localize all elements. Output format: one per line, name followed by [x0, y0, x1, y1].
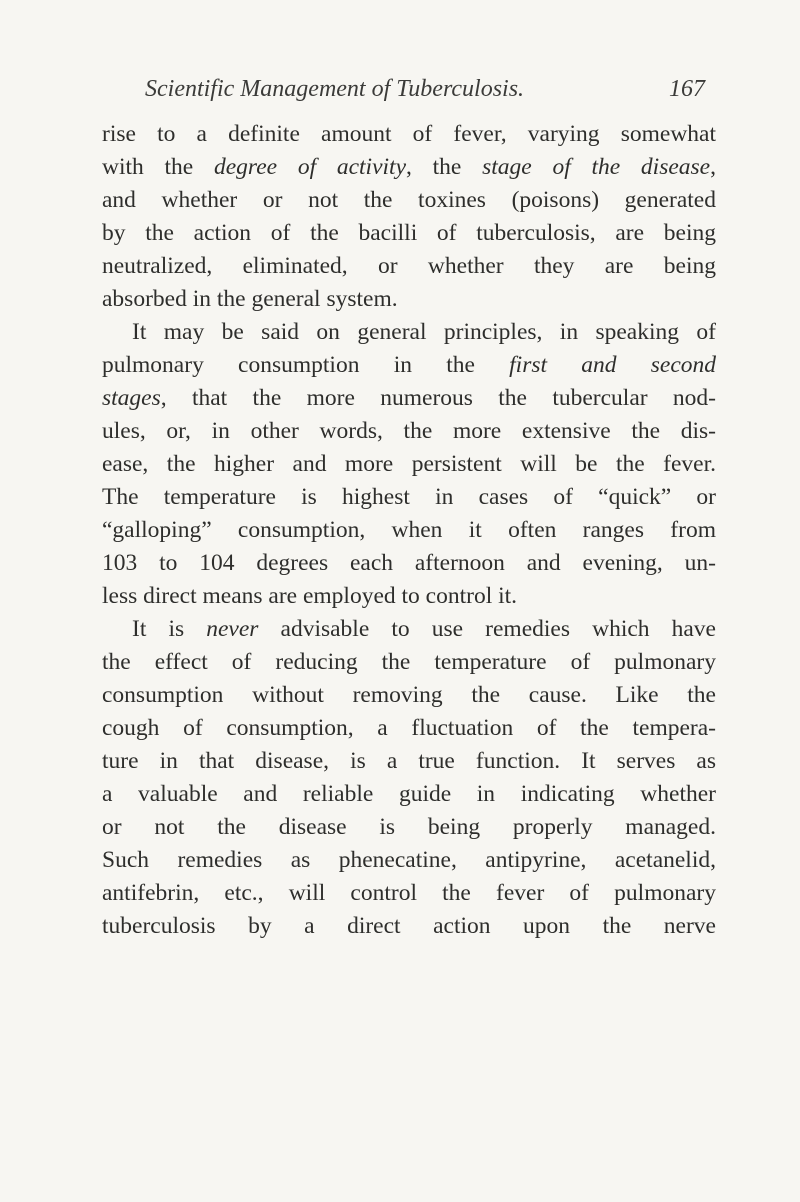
- text-line: The temperature is highest in cases of “quick” or: [102, 484, 716, 510]
- text-run: ,: [710, 154, 716, 180]
- text-line: “galloping” consumption, when it often ranges from: [102, 517, 716, 543]
- body-text: [102, 118, 716, 943]
- text-line: [102, 382, 716, 415]
- text-line: absorbed in the general system.: [102, 286, 398, 312]
- text-line: [102, 151, 716, 184]
- running-head: [145, 76, 705, 116]
- text-line: the effect of reducing the temperature of pulmonary: [102, 649, 716, 675]
- text-line: cough of consumption, a fluctuation of the tempera-: [102, 715, 716, 741]
- text-line: and whether or not the toxines (poisons) generated: [102, 187, 716, 213]
- italic-text: stage of the disease: [482, 154, 711, 180]
- text-line: rise to a definite amount of fever, varying somewhat: [102, 121, 716, 147]
- text-run: with the: [102, 154, 214, 180]
- text-line: [102, 613, 716, 646]
- text-line: or not the disease is being properly managed.: [102, 814, 716, 840]
- text-run: , that the more numerous the tubercular nod-: [160, 385, 716, 411]
- running-title: Scientific Management of Tuberculosis.: [145, 76, 525, 102]
- page-number: 167: [669, 76, 705, 102]
- text-line: ules, or, in other words, the more extensive the dis-: [102, 418, 716, 444]
- italic-text: degree of activity: [214, 154, 406, 180]
- text-line: ease, the higher and more persistent will be the fever.: [102, 451, 716, 477]
- text-line: less direct means are employed to control it.: [102, 583, 518, 609]
- text-line: Such remedies as phenecatine, antipyrine, acetanelid,: [102, 847, 716, 873]
- text-line: a valuable and reliable guide in indicating whether: [102, 781, 716, 807]
- text-line: antifebrin, etc., will control the fever of pulmonary: [102, 880, 716, 906]
- text-line: neutralized, eliminated, or whether they are being: [102, 253, 716, 279]
- italic-text: stages: [102, 385, 161, 411]
- italic-text: never: [206, 616, 259, 642]
- text-line: ture in that disease, is a true function. It serves as: [102, 748, 716, 774]
- text-run: advisable to use remedies which have: [258, 616, 716, 642]
- text-line: It may be said on general principles, in speaking of: [132, 319, 716, 345]
- text-line: by the action of the bacilli of tuberculosis, are being: [102, 220, 716, 246]
- text-run: It is: [132, 616, 207, 642]
- text-line: 103 to 104 degrees each afternoon and evening, un-: [102, 550, 716, 576]
- text-line: tuberculosis by a direct action upon the nerve: [102, 913, 716, 939]
- text-run: pulmonary consumption in the: [102, 352, 510, 378]
- italic-text: first and second: [509, 352, 717, 378]
- text-line: consumption without removing the cause. Like the: [102, 682, 716, 708]
- text-run: , the: [406, 154, 483, 180]
- text-line: [102, 349, 716, 382]
